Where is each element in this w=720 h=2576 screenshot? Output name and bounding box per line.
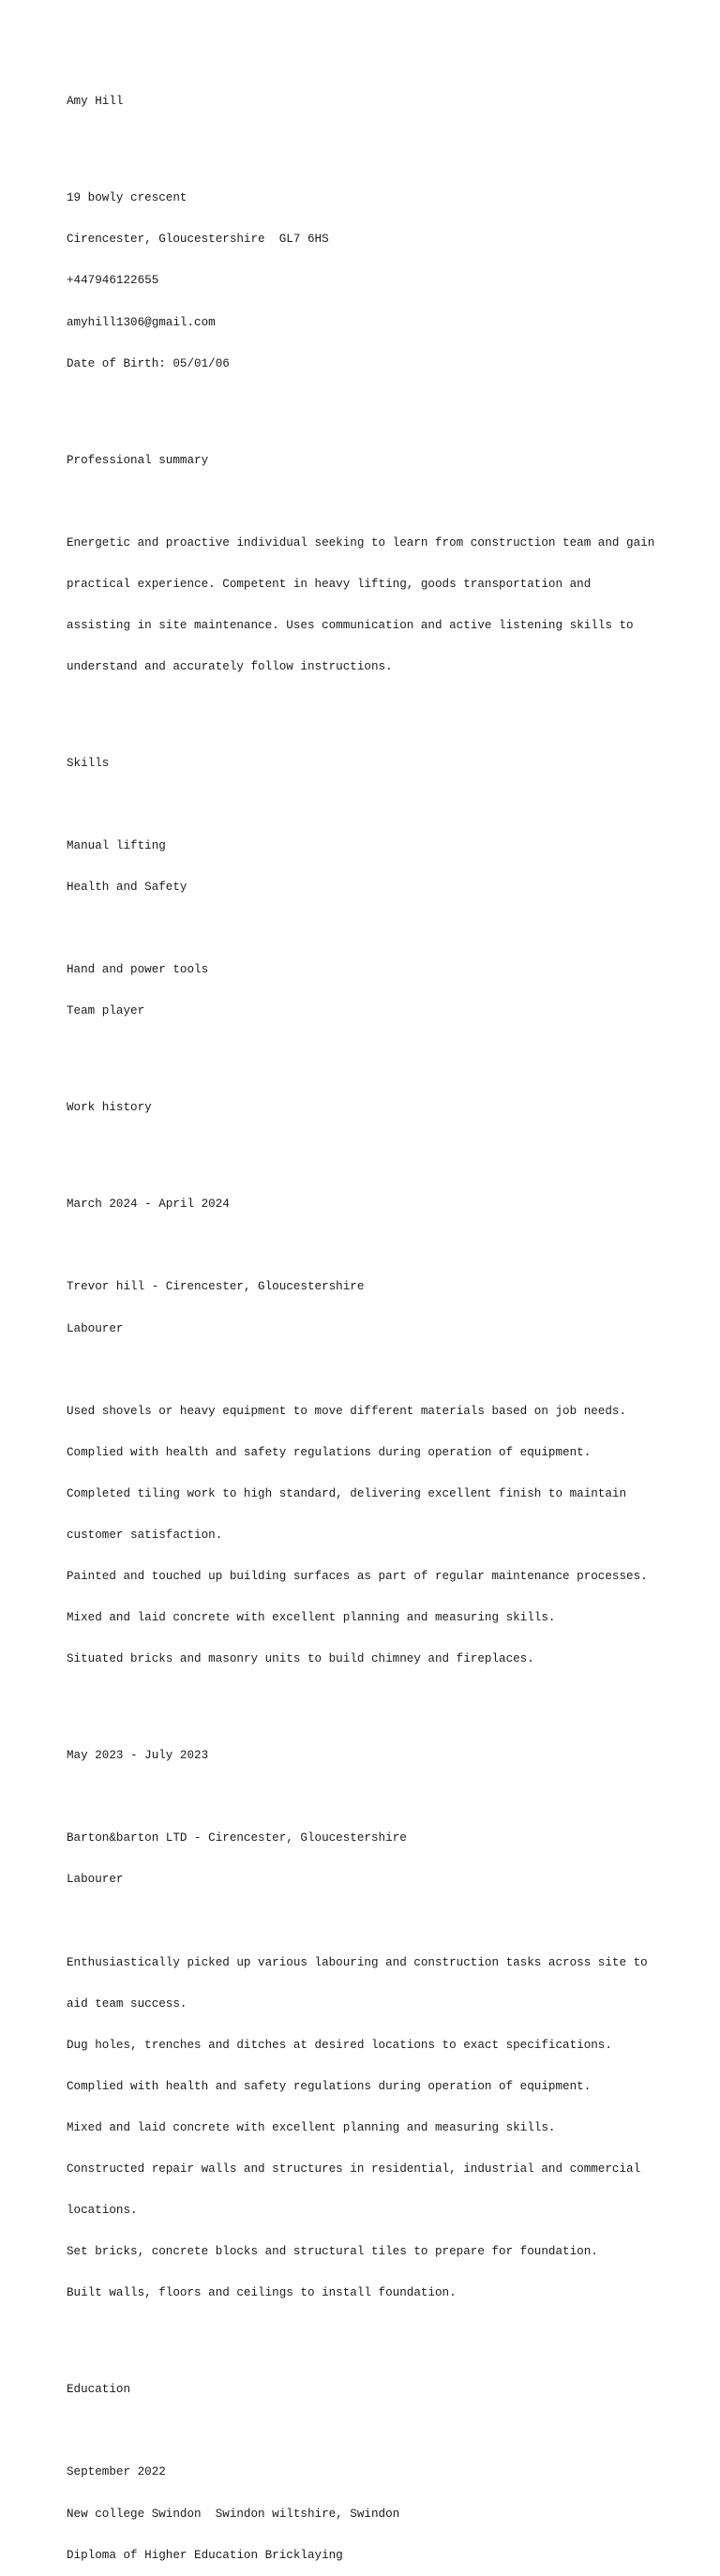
job-employer: Trevor hill - Cirencester, Gloucestershire: [67, 1280, 365, 1294]
job-duty-line: Complied with health and safety regulations during operation of equipment.: [67, 2079, 592, 2093]
education-date: September 2022: [67, 2465, 166, 2479]
job-duty-line: Situated bricks and masonry units to build chimney and fireplaces.: [67, 1652, 534, 1666]
spacer: [67, 399, 704, 413]
spacer: [67, 701, 704, 716]
education-school: New college Swindon Swindon wiltshire, Swindon: [67, 2507, 400, 2521]
job-duty-line: Mixed and laid concrete with excellent planning and measuring skills.: [67, 1611, 556, 1625]
job-duty-line: aid team success.: [67, 1996, 188, 2011]
summary-heading: Professional summary: [67, 453, 209, 467]
skill-item: Team player: [67, 1004, 145, 1018]
spacer: [67, 1790, 704, 1804]
spacer: [67, 137, 704, 151]
job-dates: March 2024 - April 2024: [67, 1198, 230, 1212]
address-line-1: 19 bowly crescent: [67, 191, 188, 205]
job-duty-line: Completed tiling work to high standard, delivering excellent finish to maintain: [67, 1486, 627, 1500]
education-qualification: Diploma of Higher Education Bricklaying: [67, 2548, 343, 2562]
spacer: [67, 922, 704, 936]
skills-heading: Skills: [67, 756, 110, 770]
spacer: [67, 1047, 704, 1061]
job-employer: Barton&barton LTD - Cirencester, Gloucestershire: [67, 1831, 407, 1845]
job-duty-line: customer satisfaction.: [67, 1529, 223, 1543]
job-duty-line: Dug holes, trenches and ditches at desired locations to exact specifications.: [67, 2038, 612, 2052]
job-duty-line: Built walls, floors and ceilings to install foundation.: [67, 2286, 457, 2300]
job-duty-line: Mixed and laid concrete with excellent planning and measuring skills.: [67, 2121, 556, 2135]
job-duty-line: Set bricks, concrete blocks and structural tiles to prepare for foundation.: [67, 2245, 598, 2259]
spacer: [67, 1915, 704, 1929]
candidate-name: Amy Hill: [67, 95, 124, 109]
summary-line: assisting in site maintenance. Uses communication and active listening skills to: [67, 618, 634, 632]
email-address: amyhill1306@gmail.com: [67, 315, 216, 329]
job-duty-line: locations.: [67, 2204, 138, 2218]
spacer: [67, 798, 704, 812]
skill-item: Manual lifting: [67, 839, 166, 853]
work-history-heading: Work history: [67, 1101, 152, 1115]
skill-item: Hand and power tools: [67, 963, 209, 977]
spacer: [67, 1694, 704, 1708]
job-role: Labourer: [67, 1321, 124, 1335]
job-duty-line: Complied with health and safety regulations during operation of equipment.: [67, 1445, 592, 1459]
job-duty-line: Used shovels or heavy equipment to move different materials based on job needs.: [67, 1404, 627, 1418]
job-role: Labourer: [67, 1873, 124, 1887]
spacer: [67, 2328, 704, 2343]
address-line-2: Cirencester, Gloucestershire GL7 6HS: [67, 233, 329, 247]
date-of-birth: Date of Birth: 05/01/06: [67, 356, 230, 370]
job-dates: May 2023 - July 2023: [67, 1749, 209, 1763]
job-duty-line: Painted and touched up building surfaces as part of regular maintenance processes.: [67, 1570, 648, 1584]
skill-item: Health and Safety: [67, 881, 188, 895]
job-duty-line: Enthusiastically picked up various labouring and construction tasks across site to: [67, 1955, 648, 1969]
summary-line: practical experience. Competent in heavy lifting, goods transportation and: [67, 577, 592, 591]
spacer: [67, 2424, 704, 2438]
job-duty-line: Constructed repair walls and structures in residential, industrial and commercial: [67, 2162, 641, 2177]
education-heading: Education: [67, 2383, 131, 2397]
summary-line: Energetic and proactive individual seeking to learn from construction team and gain: [67, 535, 655, 550]
spacer: [67, 1363, 704, 1378]
resume-document: [67, 68, 704, 2576]
summary-line: understand and accurately follow instructions.: [67, 660, 393, 674]
phone-number: +447946122655: [67, 274, 159, 288]
spacer: [67, 495, 704, 509]
spacer: [67, 1239, 704, 1253]
spacer: [67, 1142, 704, 1156]
